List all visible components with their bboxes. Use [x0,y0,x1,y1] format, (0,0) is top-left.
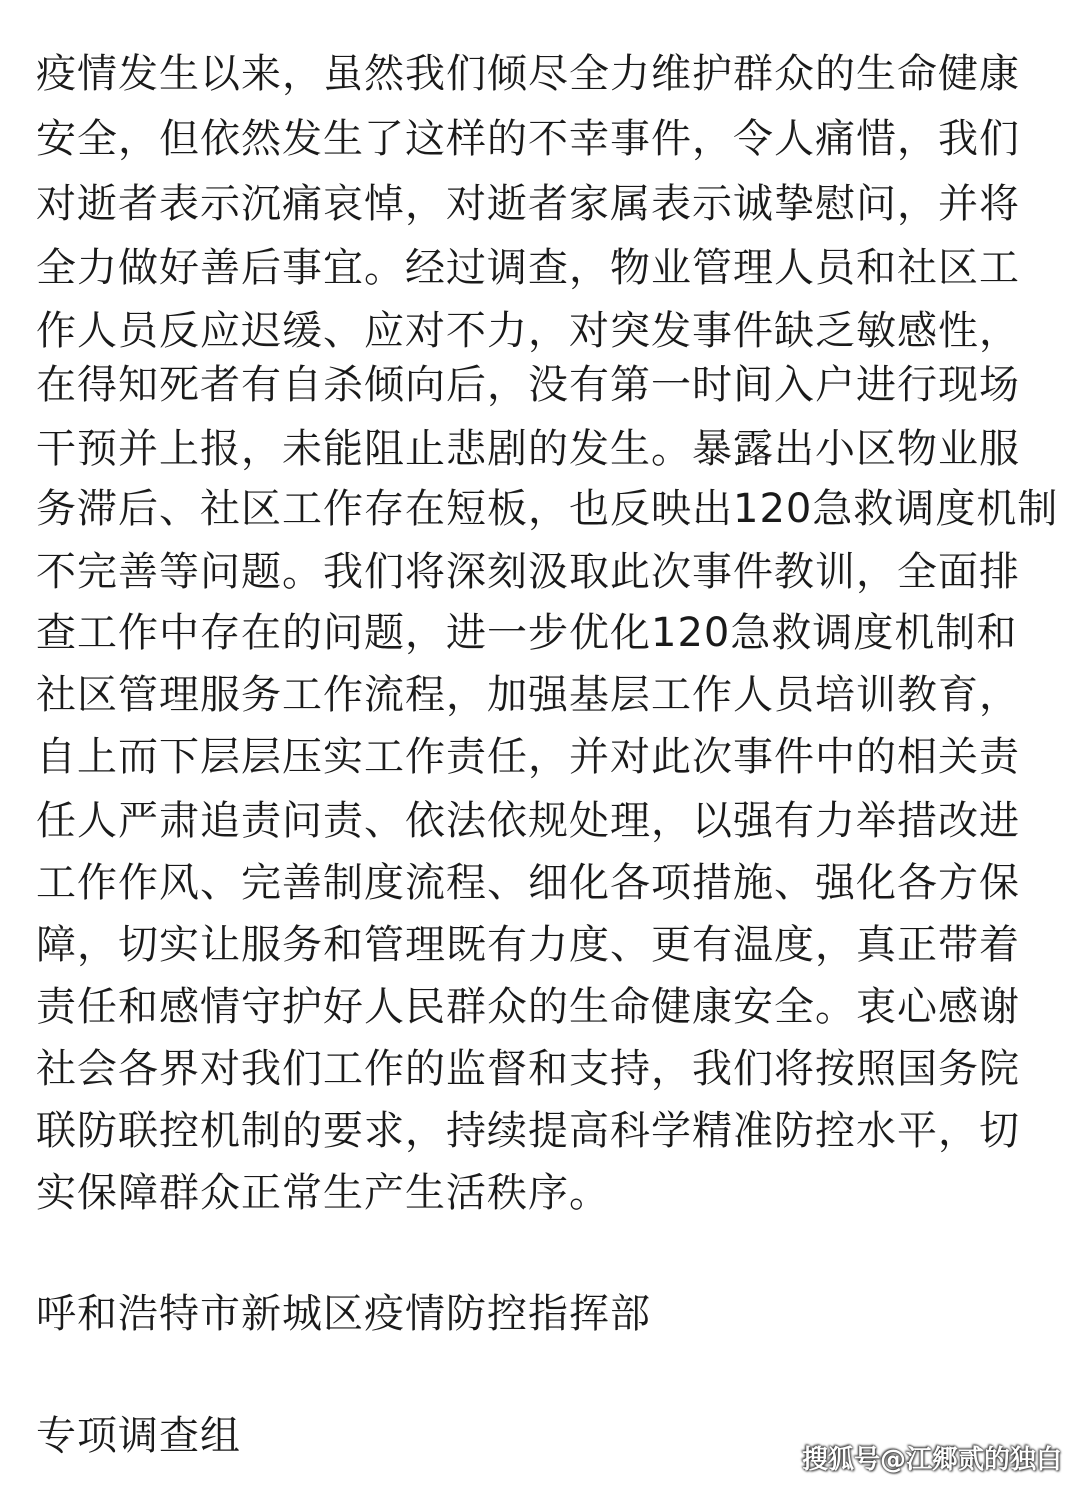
signature-organization: 呼和浩特市新城区疫情防控指挥部 [36,1291,651,1337]
paragraph-line: 在得知死者有自杀倾向后，没有第一时间入户进行现场 [36,362,1020,408]
paragraph-line: 社区管理服务工作流程，加强基层工作人员培训教育， [36,672,1020,718]
paragraph-line: 疫情发生以来，虽然我们倾尽全力维护群众的生命健康 [36,51,1020,97]
paragraph-line: 务滞后、社区工作存在短板，也反映出120急救调度机制 [36,486,1059,532]
paragraph-line: 不完善等问题。我们将深刻汲取此次事件教训，全面排 [36,549,1020,595]
signature-group: 专项调查组 [36,1413,241,1459]
paragraph-line: 实保障群众正常生产生活秩序。 [36,1170,610,1216]
paragraph-line: 对逝者表示沉痛哀悼，对逝者家属表示诚挚慰问，并将 [36,181,1020,227]
paragraph-line: 任人严肃追责问责、依法依规处理，以强有力举措改进 [36,798,1020,844]
paragraph-line: 安全，但依然发生了这样的不幸事件，令人痛惜，我们 [36,116,1020,162]
paragraph-line: 障，切实让服务和管理既有力度、更有温度，真正带着 [36,922,1020,968]
source-watermark: 搜狐号@江郷贰的独白 [801,1445,1062,1475]
paragraph-line: 查工作中存在的问题，进一步优化120急救调度机制和 [36,610,1018,656]
paragraph-line: 全力做好善后事宜。经过调查，物业管理人员和社区工 [36,245,1020,291]
paragraph-line: 联防联控机制的要求，持续提高科学精准防控水平，切 [36,1108,1020,1154]
paragraph-line: 干预并上报，未能阻止悲剧的发生。暴露出小区物业服 [36,426,1020,472]
paragraph-line: 作人员反应迟缓、应对不力，对突发事件缺乏敏感性， [36,308,1020,354]
paragraph-line: 自上而下层层压实工作责任，并对此次事件中的相关责 [36,734,1020,780]
paragraph-line: 责任和感情守护好人民群众的生命健康安全。衷心感谢 [36,984,1020,1030]
paragraph-line: 工作作风、完善制度流程、细化各项措施、强化各方保 [36,860,1020,906]
paragraph-line: 社会各界对我们工作的监督和支持，我们将按照国务院 [36,1046,1020,1092]
